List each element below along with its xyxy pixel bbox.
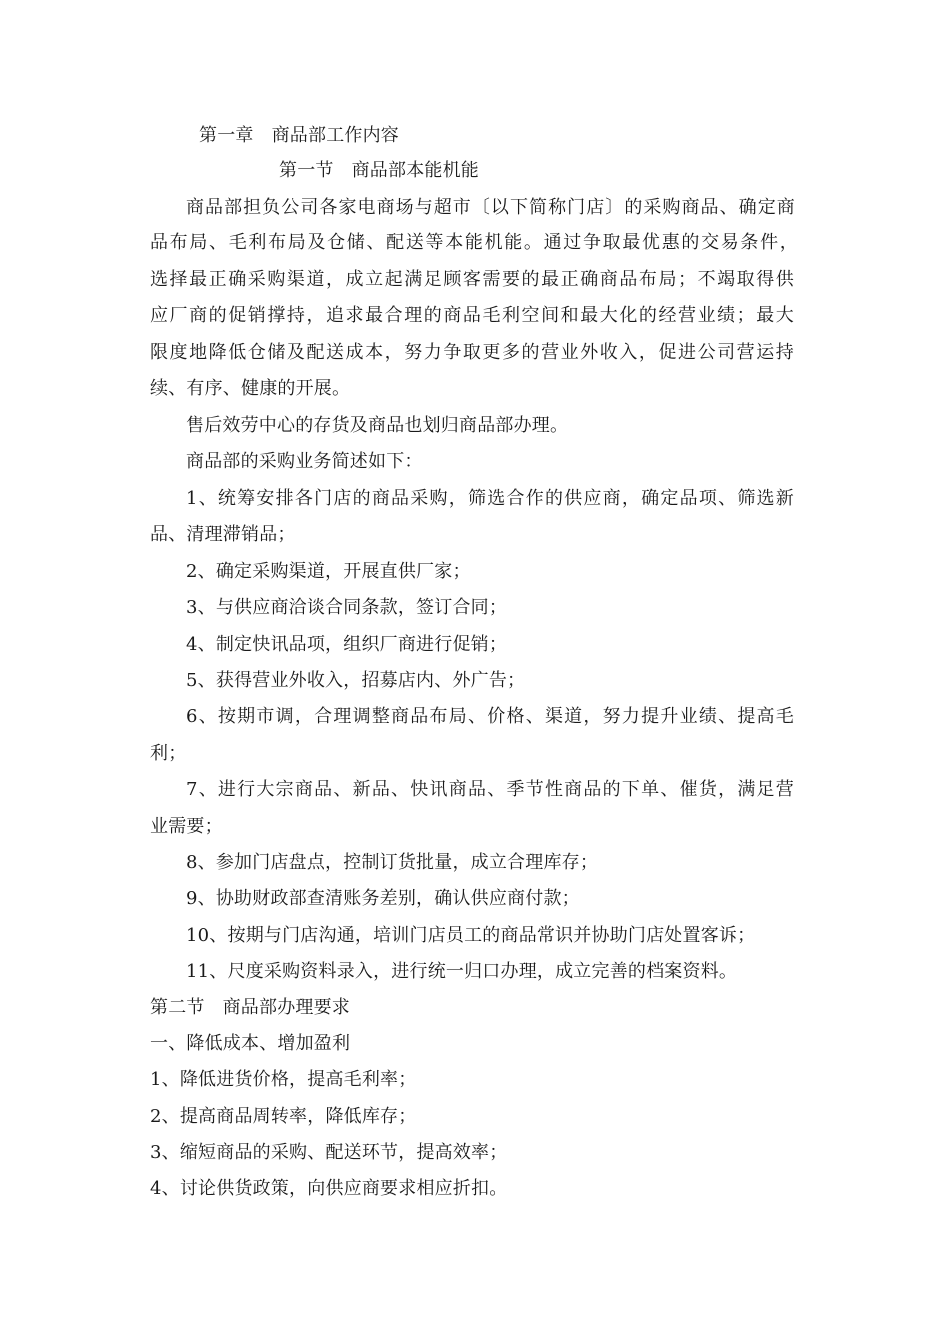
intro-paragraph-line: 选择最正确采购渠道，成立起满足顾客需要的最正确商品布局；不竭取得供 — [150, 269, 794, 290]
requirement-item: 3、缩短商品的采购、配送环节，提高效率； — [150, 1142, 508, 1163]
chapter-title: 商品部工作内容 — [271, 125, 400, 146]
section-1-number: 第一节 — [279, 160, 334, 181]
purchase-list-item: 4、制定快讯品项，组织厂商进行促销； — [186, 634, 508, 655]
intro-paragraph-line: 限度地降低仓储及配送成本，努力争取更多的营业外收入，促进公司营运持 — [150, 342, 794, 363]
purchase-list-item: 9、协助财政部查清账务差别，确认供应商付款； — [186, 888, 580, 909]
intro-paragraph-line: 续、有序、健康的开展。 — [150, 378, 351, 399]
purchase-list-item: 5、获得营业外收入，招募店内、外广告； — [186, 670, 526, 691]
purchase-list-item: 2、确定采购渠道，开展直供厂家； — [186, 561, 471, 582]
purchase-list-item: 业需要； — [150, 816, 223, 837]
section-2-number: 第二节 — [150, 997, 205, 1018]
purchase-list-item: 7、进行大宗商品、新品、快讯商品、季节性商品的下单、催货，满足营 — [186, 779, 794, 800]
purchase-list-item: 品、清理滞销品； — [150, 524, 296, 545]
requirement-heading: 一、降低成本、增加盈利 — [150, 1033, 351, 1054]
purchase-list-item: 1、统筹安排各门店的商品采购，筛选合作的供应商，确定品项、筛选新 — [186, 488, 794, 509]
requirement-item: 1、降低进货价格，提高毛利率； — [150, 1069, 417, 1090]
section-1-title: 商品部本能机能 — [351, 160, 480, 181]
section-heading-2 — [150, 996, 350, 1020]
section-2-title: 商品部办理要求 — [222, 997, 351, 1018]
section-heading-1 — [279, 159, 479, 183]
intro-paragraph-line: 品布局、毛利布局及仓储、配送等本能机能。通过争取最优惠的交易条件， — [150, 232, 798, 253]
purchase-list-item: 3、与供应商洽谈合同条款，签订合同； — [186, 597, 508, 618]
requirement-item: 2、提高商品周转率，降低库存； — [150, 1106, 417, 1127]
purchase-intro: 商品部的采购业务简述如下： — [186, 451, 423, 472]
purchase-list-item: 11、尺度采购资料录入，进行统一归口办理，成立完善的档案资料。 — [186, 961, 738, 982]
purchase-list-item: 8、参加门店盘点，控制订货批量，成立合理库存； — [186, 852, 599, 873]
intro-paragraph-line: 应厂商的促销撑持，追求最合理的商品毛利空间和最大化的经营业绩；最大 — [150, 305, 794, 326]
chapter-number: 第一章 — [199, 125, 254, 146]
purchase-list-item: 10、按期与门店沟通，培训门店员工的商品常识并协助门店处置客诉； — [186, 925, 756, 946]
intro-paragraph-line: 商品部担负公司各家电商场与超市〔以下简称门店〕的采购商品、确定商 — [186, 197, 795, 218]
chapter-heading — [199, 124, 399, 148]
requirement-item: 4、讨论供货政策，向供应商要求相应折扣。 — [150, 1178, 508, 1199]
purchase-list-item: 利； — [150, 743, 187, 764]
purchase-list-item: 6、按期市调，合理调整商品布局、价格、渠道，努力提升业绩、提高毛 — [186, 706, 794, 727]
after-sales-paragraph: 售后效劳中心的存货及商品也划归商品部办理。 — [186, 415, 569, 436]
